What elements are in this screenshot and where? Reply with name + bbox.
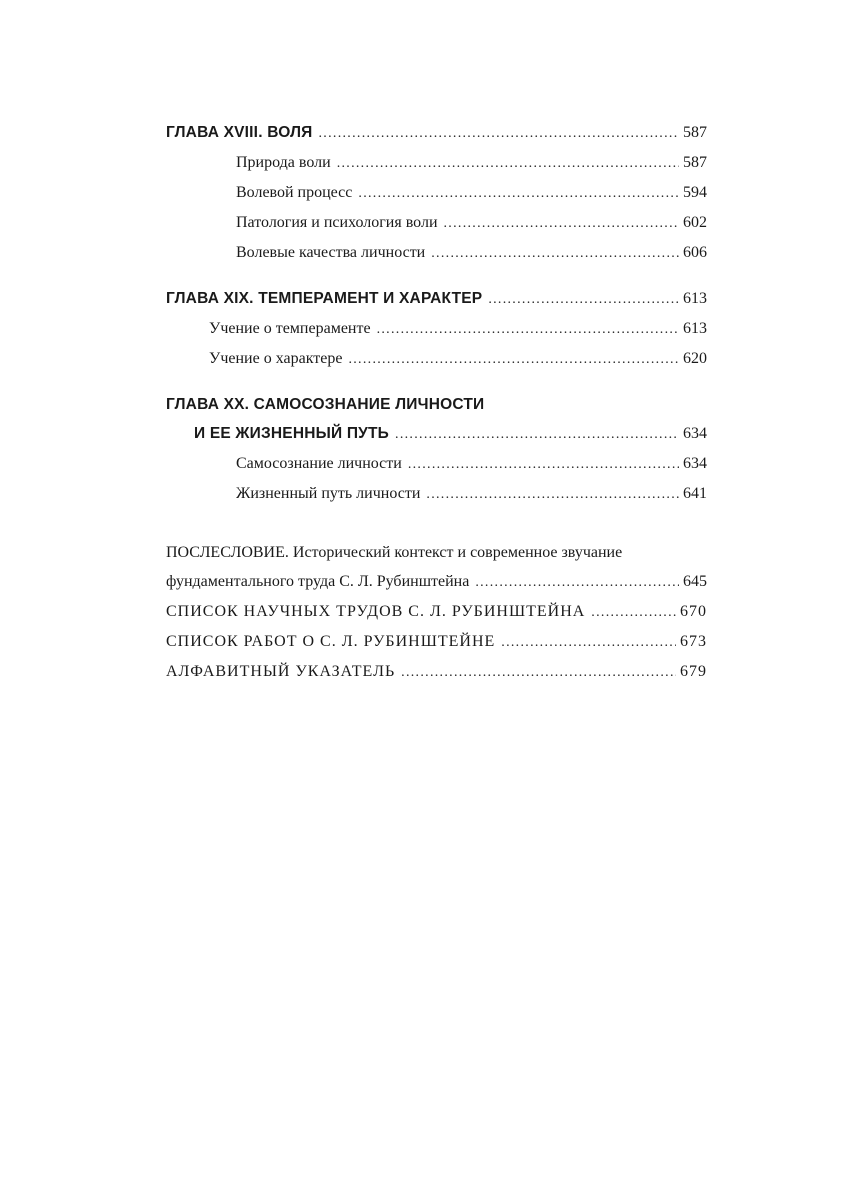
chapter-title: ГЛАВА XVIII. ВОЛЯ <box>166 124 313 141</box>
toc-section[interactable] <box>166 148 707 178</box>
toc-afterword[interactable] <box>166 567 707 597</box>
page-number: 634 <box>683 425 707 442</box>
page-number: 670 <box>680 603 707 620</box>
toc-chapter-20[interactable] <box>166 419 707 449</box>
toc-chapter-20-title-line1[interactable]: ГЛАВА XX. САМОСОЗНАНИЕ ЛИЧНОСТИ <box>166 396 485 413</box>
dot-leader <box>358 179 679 208</box>
dot-leader <box>426 480 679 509</box>
page-number: 679 <box>680 663 707 680</box>
dot-leader <box>319 119 680 148</box>
section-title: Самосознание личности <box>236 455 402 472</box>
page-number: 606 <box>683 244 707 261</box>
dot-leader <box>395 420 679 449</box>
page-number: 587 <box>683 154 707 171</box>
section-title: Учение о характере <box>209 350 343 367</box>
dot-leader <box>431 239 679 268</box>
dot-leader <box>337 149 679 178</box>
toc-section[interactable] <box>166 449 707 479</box>
section-title: Жизненный путь личности <box>236 485 421 502</box>
toc-chapter-19[interactable] <box>166 284 707 314</box>
page-number: 602 <box>683 214 707 231</box>
toc-section[interactable] <box>166 314 707 344</box>
table-of-contents <box>166 118 707 687</box>
chapter-title: ГЛАВА XIX. ТЕМПЕРАМЕНТ И ХАРАКТЕР <box>166 290 483 307</box>
page-number: 587 <box>683 124 707 141</box>
toc-section[interactable] <box>166 238 707 268</box>
toc-appendix-index[interactable] <box>166 657 707 687</box>
toc-appendix-works[interactable] <box>166 597 707 627</box>
page-number: 645 <box>683 573 707 590</box>
appendix-title: СПИСОК РАБОТ О С. Л. РУБИНШТЕЙНЕ <box>166 633 496 650</box>
dot-leader <box>488 285 679 314</box>
page-number: 613 <box>683 290 707 307</box>
section-title: Учение о темпераменте <box>209 320 371 337</box>
afterword-title: фундаментального труда С. Л. Рубинштейна <box>166 573 470 590</box>
toc-section[interactable] <box>166 344 707 374</box>
dot-leader <box>408 450 679 479</box>
page-number: 634 <box>683 455 707 472</box>
toc-section[interactable] <box>166 479 707 509</box>
section-title: Волевые качества личности <box>236 244 426 261</box>
page-number: 620 <box>683 350 707 367</box>
toc-afterword-line1[interactable]: ПОСЛЕСЛОВИЕ. Исторический контекст и современное звучание <box>166 544 623 561</box>
toc-section[interactable] <box>166 178 707 208</box>
toc-appendix-about[interactable] <box>166 627 707 657</box>
section-title: Волевой процесс <box>236 184 353 201</box>
appendix-title: АЛФАВИТНЫЙ УКАЗАТЕЛЬ <box>166 663 396 680</box>
dot-leader <box>475 568 679 597</box>
dot-leader <box>401 658 676 687</box>
section-title: Природа воли <box>236 154 331 171</box>
toc-section[interactable] <box>166 208 707 238</box>
dot-leader <box>377 315 679 344</box>
page-number: 613 <box>683 320 707 337</box>
page-number: 594 <box>683 184 707 201</box>
dot-leader <box>591 598 676 627</box>
toc-chapter-18[interactable] <box>166 118 707 148</box>
dot-leader <box>444 209 680 238</box>
page-number: 673 <box>680 633 707 650</box>
appendix-title: СПИСОК НАУЧНЫХ ТРУДОВ С. Л. РУБИНШТЕЙНА <box>166 603 586 620</box>
dot-leader <box>501 628 676 657</box>
section-title: Патология и психология воли <box>236 214 438 231</box>
page-number: 641 <box>683 485 707 502</box>
dot-leader <box>348 345 679 374</box>
chapter-title: И ЕЕ ЖИЗНЕННЫЙ ПУТЬ <box>194 425 390 442</box>
